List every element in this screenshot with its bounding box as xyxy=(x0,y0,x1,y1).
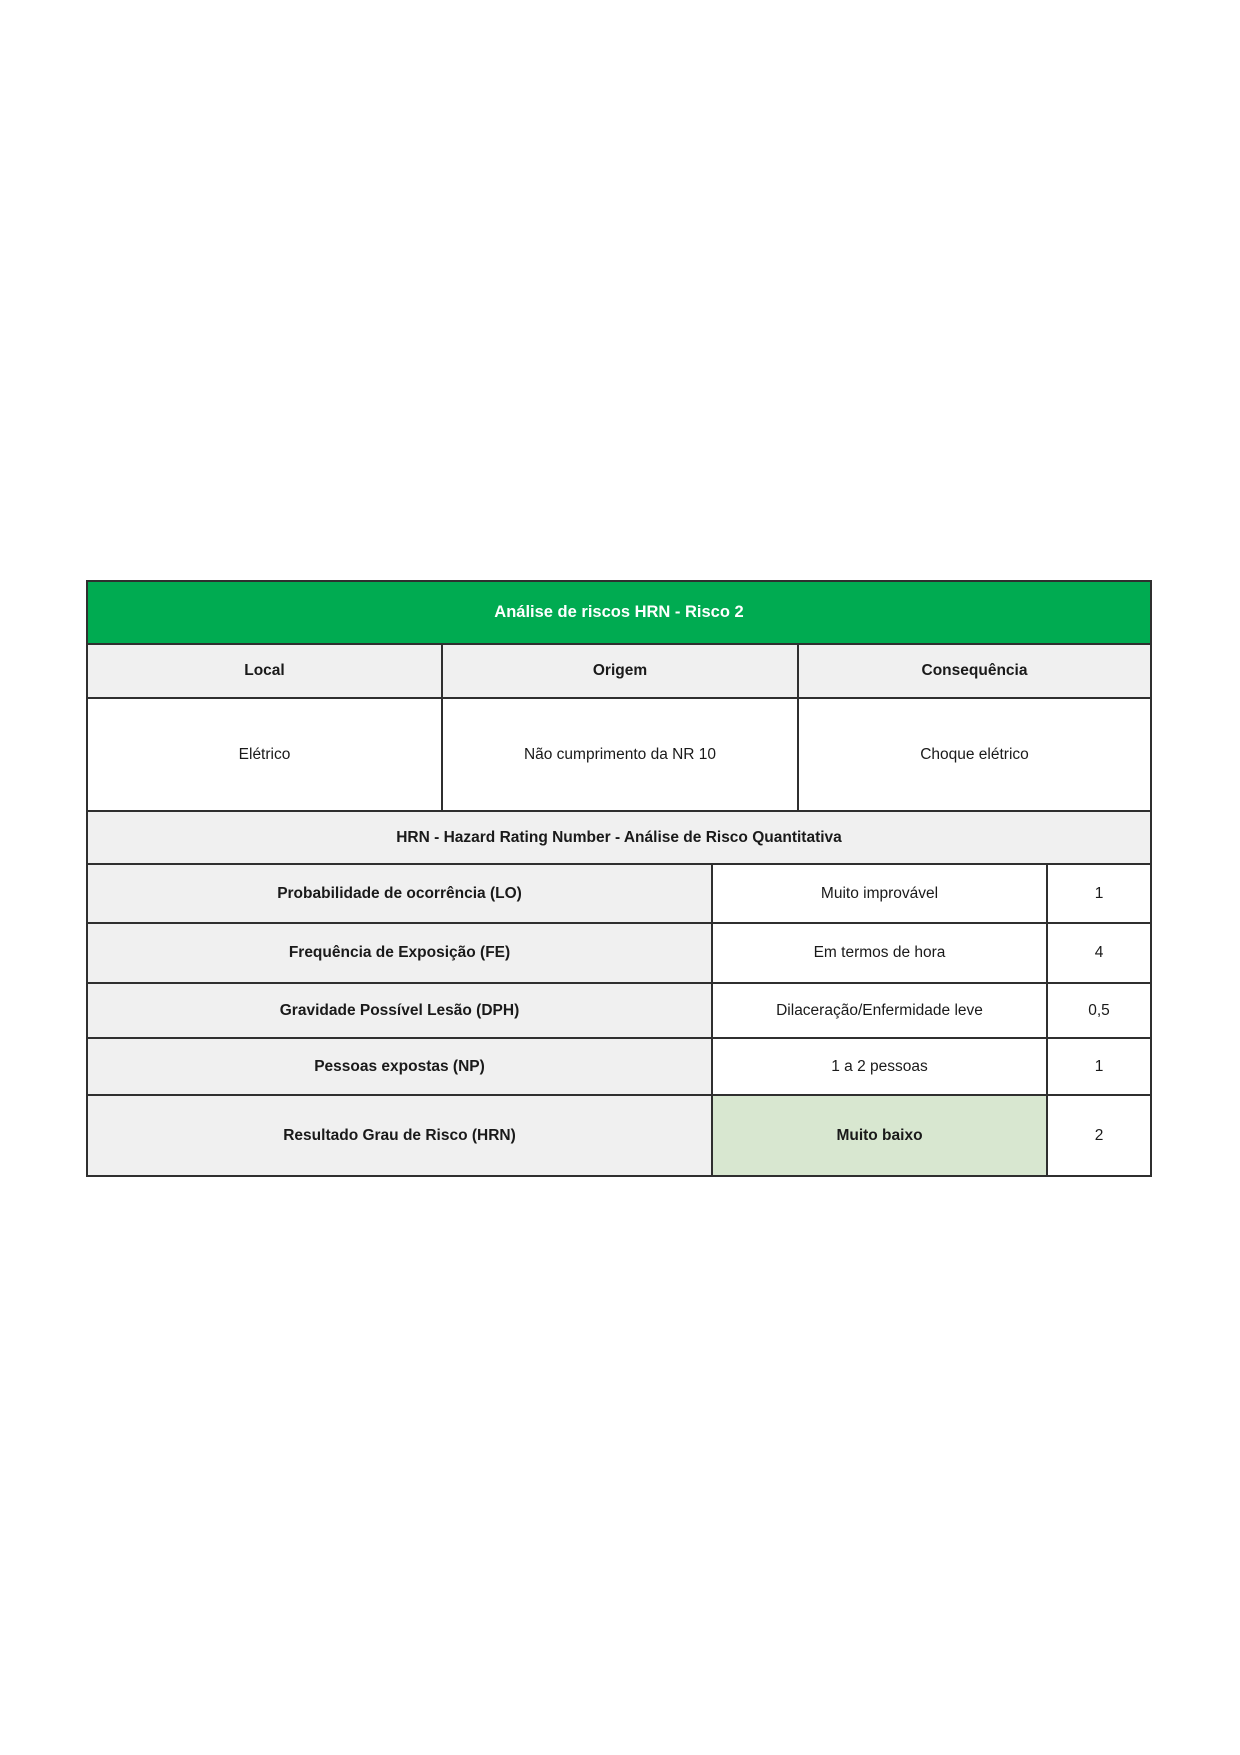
value-origem: Não cumprimento da NR 10 xyxy=(443,699,799,812)
np-label: Pessoas expostas (NP) xyxy=(88,1039,713,1096)
result-label: Resultado Grau de Risco (HRN) xyxy=(88,1096,713,1175)
hrn-section-title: HRN - Hazard Rating Number - Análise de Risco Quantitativa xyxy=(396,828,842,846)
dph-label: Gravidade Possível Lesão (DPH) xyxy=(88,984,713,1039)
header-origem: Origem xyxy=(443,645,799,699)
header-consequencia: Consequência xyxy=(799,645,1150,699)
column-header-row xyxy=(88,645,1150,699)
lo-score: 1 xyxy=(1048,865,1150,924)
dph-value: Dilaceração/Enfermidade leve xyxy=(713,984,1048,1039)
table-row-np xyxy=(88,1039,1150,1096)
fe-label: Frequência de Exposição (FE) xyxy=(88,924,713,984)
table-title-bar xyxy=(88,582,1150,645)
fe-value: Em termos de hora xyxy=(713,924,1048,984)
lo-value: Muito improvável xyxy=(713,865,1048,924)
header-local: Local xyxy=(88,645,443,699)
lo-label: Probabilidade de ocorrência (LO) xyxy=(88,865,713,924)
hrn-risk-table xyxy=(86,580,1152,1177)
value-local: Elétrico xyxy=(88,699,443,812)
fe-score: 4 xyxy=(1048,924,1150,984)
dph-score: 0,5 xyxy=(1048,984,1150,1039)
value-consequencia: Choque elétrico xyxy=(799,699,1150,812)
np-score: 1 xyxy=(1048,1039,1150,1096)
table-row-result xyxy=(88,1096,1150,1175)
np-value: 1 a 2 pessoas xyxy=(713,1039,1048,1096)
table-row-lo xyxy=(88,865,1150,924)
result-score: 2 xyxy=(1048,1096,1150,1175)
table-title: Análise de riscos HRN - Risco 2 xyxy=(494,603,744,621)
hrn-section-title-row xyxy=(88,812,1150,865)
risk-identification-row xyxy=(88,699,1150,812)
result-value-badge: Muito baixo xyxy=(713,1096,1048,1175)
table-row-dph xyxy=(88,984,1150,1039)
table-row-fe xyxy=(88,924,1150,984)
